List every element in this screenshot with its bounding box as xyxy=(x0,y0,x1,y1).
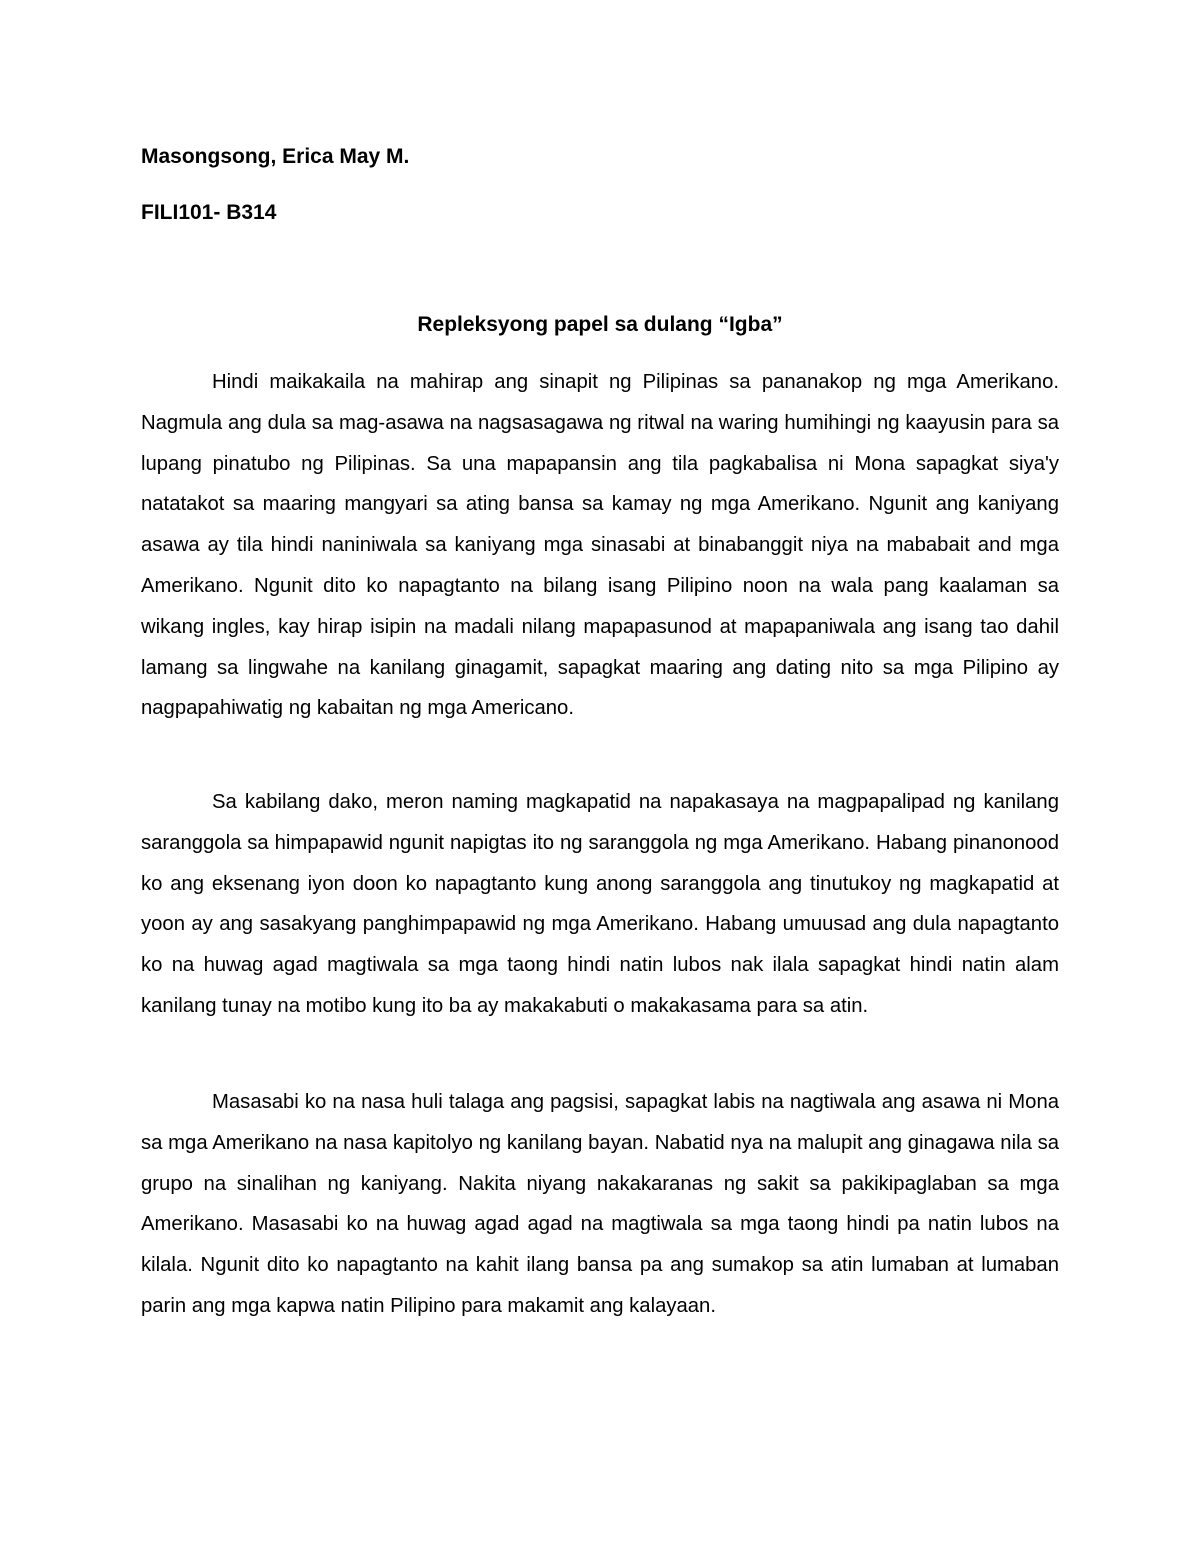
paragraph-1: Hindi maikakaila na mahirap ang sinapit ng Pilipinas sa pananakop ng mga Amerikano. Nagmula ang dula sa mag-asawa na nagsasagawa ng ritwal na waring humihingi ng kaayusin para sa lupang pinatubo ng Pilipinas. Sa una mapapansin ang tila pagkabalisa ni Mona sapagkat siya'y natatakot sa maaring mangyari sa ating bansa sa kamay ng mga Amerikano. Ngunit ang kaniyang asawa ay tila hindi naniniwala sa kaniyang mga sinasabi at binabanggit niya na mababait and mga Amerikano. Ngunit dito ko napagtanto na bilang isang Pilipino noon na wala pang kaalaman sa wikang ingles, kay hirap isipin na madali nilang mapapasunod at mapapaniwala ang isang tao dahil lamang sa lingwahe na kanilang ginagamit, sapagkat maaring ang dating nito sa mga Pilipino ay nagpapahiwatig ng kabaitan ng mga Americano. xyxy=(141,371,1059,720)
document-title: Repleksyong papel sa dulang “Igba” xyxy=(417,313,783,336)
paragraph-3: Masasabi ko na nasa huli talaga ang pagsisi, sapagkat labis na nagtiwala ang asawa ni Mona sa mga Amerikano na nasa kapitolyo ng kanilang bayan. Nabatid nya na malupit ang ginagawa nila sa grupo na sinalihan ng kaniyang. Nakita niyang nakakaranas ng sakit sa pakikipaglaban sa mga Amerikano. Masasabi ko na huwag agad agad na magtiwala sa mga taong hindi pa natin lubos na kilala. Ngunit dito ko napagtanto na kahit ilang bansa pa ang sumakop sa atin lumaban at lumaban parin ang mga kapwa natin Pilipino para makamit ang kalayaan. xyxy=(141,1091,1059,1317)
paragraph-2: Sa kabilang dako, meron naming magkapatid na napakasaya na magpapalipad ng kanilang saranggola sa himpapawid ngunit napigtas ito ng saranggola ng mga Amerikano. Habang pinanonood ko ang eksenang iyon doon ko napagtanto kung anong saranggola ang tinutukoy ng magkapatid at yoon ay ang sasakyang panghimpapawid ng mga Amerikano. Habang umuusad ang dula napagtanto ko na huwag agad magtiwala sa mga taong hindi natin lubos nak ilala sapagkat hindi natin alam kanilang tunay na motibo kung ito ba ay makakabuti o makakasama para sa atin. xyxy=(141,791,1059,1017)
author-name: Masongsong, Erica May M. xyxy=(141,145,410,168)
course-code: FILI101- B314 xyxy=(141,201,277,224)
